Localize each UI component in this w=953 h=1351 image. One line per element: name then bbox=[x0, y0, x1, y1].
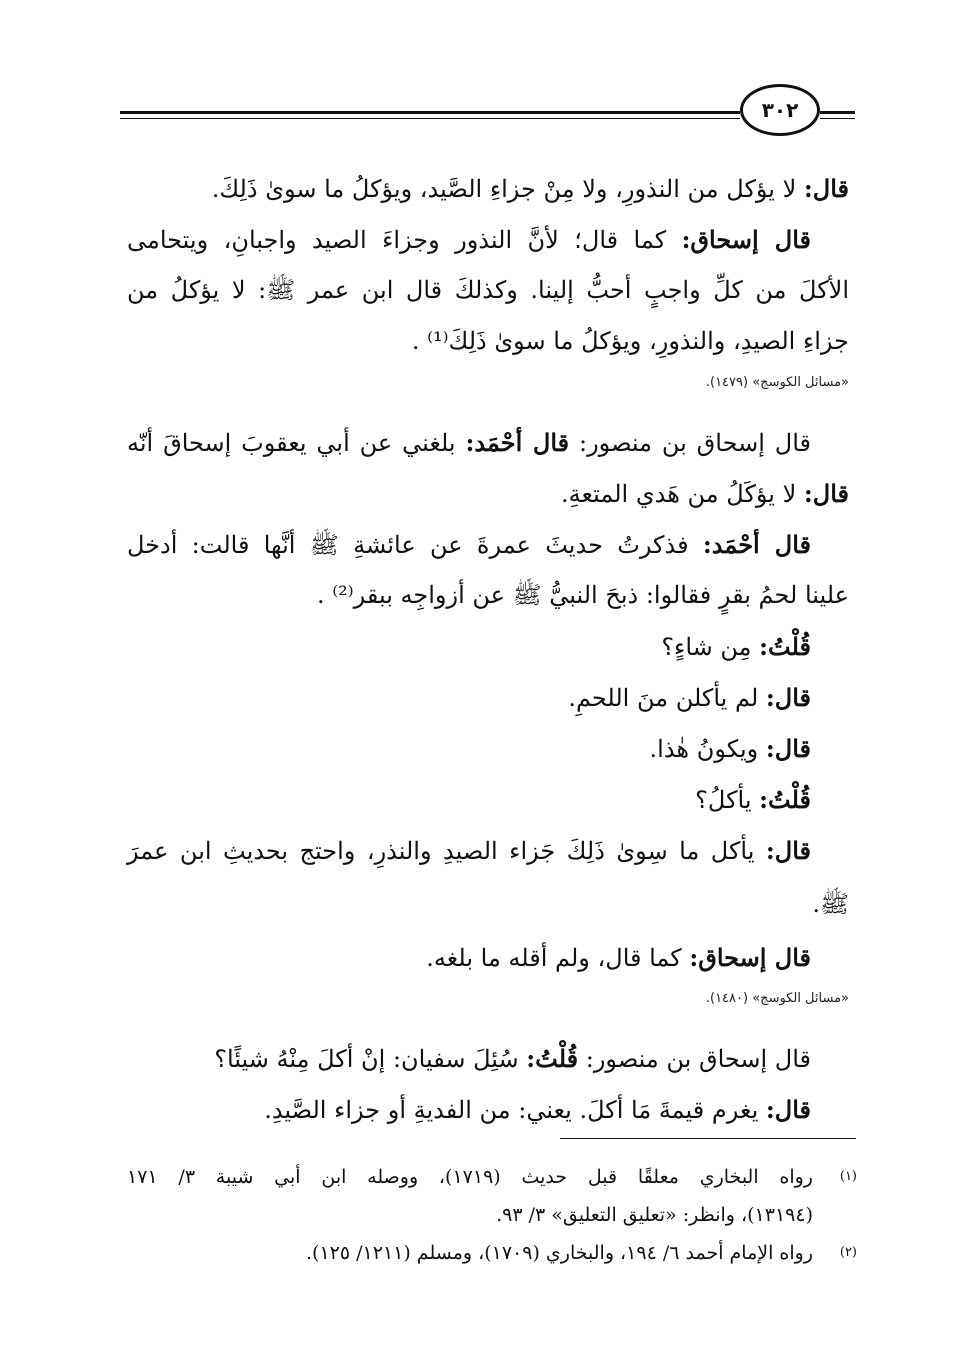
footnote-text: (١٣١٩٤)، وانظر: «تعليق التعليق» ٣/ ٩٣. bbox=[496, 1204, 813, 1226]
paragraph-text: فذكرتُ حديثَ عمرةَ عن عائشةِ ﷺ أنَّها قالت: أدخل bbox=[127, 531, 689, 559]
honorific-line: ﷺ. bbox=[812, 890, 849, 918]
speaker-label: قال إسحاق: bbox=[689, 943, 811, 972]
paragraph-5 bbox=[127, 932, 849, 983]
paragraph-2-line-2: الأكلَ من كلِّ واجبٍ أحبُّ إلينا. وكذلكَ قال ابن عمر ﷺ: لا يؤكلُ من bbox=[127, 276, 849, 304]
speaker-label: قُلْتُ: bbox=[526, 1044, 579, 1073]
dialogue-line-2 bbox=[127, 672, 849, 723]
paragraph-4-line-2: علينا لحمُ بقرٍ فقالوا: ذبحَ النبيُّ ﷺ عن أزواجِه ببقر⁽²⁾ . bbox=[316, 581, 849, 609]
paragraph-text: كما قال، ولم أقله ما بلغه. bbox=[426, 944, 682, 972]
dialogue-line-5 bbox=[127, 825, 849, 876]
footnote-text: رواه الإمام أحمد ٦/ ١٩٤، والبخاري (١٧٠٩)، ومسلم (١٢١١/ ١٢٥). bbox=[306, 1242, 813, 1264]
footnote-number: (١) bbox=[839, 1169, 857, 1184]
speaker-label: قال: bbox=[765, 836, 811, 865]
paragraph-text: لا يؤكل من النذورِ، ولا مِنْ جزاءِ الصَّيد، ويؤكلُ ما سوىٰ ذَلِكَ. bbox=[211, 175, 797, 203]
intro-text: قال إسحاق بن منصور: bbox=[579, 429, 811, 457]
header-rule-thick-right bbox=[820, 111, 855, 114]
paragraph-1 bbox=[127, 163, 849, 214]
dialogue-text: ويكونُ هٰذا. bbox=[649, 735, 759, 763]
paragraph-text: يغرم قيمةَ مَا أكلَ. يعني: من الفديةِ أو جزاء الصَّيدِ. bbox=[264, 1096, 759, 1124]
speaker-label: قال: bbox=[765, 734, 811, 763]
dialogue-line-3 bbox=[127, 723, 849, 774]
footnotes bbox=[127, 1158, 857, 1272]
paragraph-6-line-2 bbox=[127, 1084, 849, 1135]
page-number: ٣٠٢ bbox=[740, 84, 820, 136]
dialogue-text: يأكل ما سِوىٰ ذَلِكَ جَزاء الصيدِ والنذرِ، واحتج بحديثِ ابن عمرَ bbox=[127, 837, 755, 865]
page-header bbox=[120, 78, 855, 138]
speaker-label: قال أحْمَد: bbox=[702, 530, 811, 559]
header-rule-thin bbox=[120, 118, 740, 119]
dialogue-text: يأكلُ؟ bbox=[695, 786, 752, 814]
header-rule-thick bbox=[120, 111, 740, 114]
speaker-label: قال: bbox=[803, 479, 849, 508]
paragraph-2-line-1 bbox=[127, 214, 849, 265]
source-citation: «مسائل الكوسج» (١٤٧٩). bbox=[705, 375, 849, 390]
paragraph-4-line-1 bbox=[127, 519, 849, 570]
dialogue-text: مِن شاءٍ؟ bbox=[661, 633, 752, 661]
main-text bbox=[127, 163, 849, 1135]
paragraph-6-line-1 bbox=[127, 1033, 849, 1084]
speaker-label: قال أحْمَد: bbox=[465, 428, 570, 457]
speaker-label: قال: bbox=[765, 683, 811, 712]
paragraph-text: لا يؤكَلُ من هَدي المتعةِ. bbox=[561, 480, 797, 508]
speaker-label: قُلْتُ: bbox=[759, 785, 811, 814]
footnote-separator bbox=[560, 1138, 856, 1139]
footnote-1 bbox=[127, 1158, 857, 1234]
speaker-label: قُلْتُ: bbox=[759, 632, 811, 661]
footnote-2 bbox=[127, 1234, 857, 1272]
speaker-label: قال إسحاق: bbox=[681, 225, 811, 254]
dialogue-text: لم يأكلن منَ اللحمِ. bbox=[568, 684, 759, 712]
footnote-number: (٢) bbox=[839, 1245, 857, 1260]
paragraph-2-line-3: جزاءِ الصيدِ، والنذورِ، ويؤكلُ ما سوىٰ ذَلِكَ⁽¹⁾ . bbox=[411, 327, 849, 355]
speaker-label: قال: bbox=[765, 1095, 811, 1124]
source-citation: «مسائل الكوسج» (١٤٨٠). bbox=[705, 991, 849, 1006]
dialogue-line-4 bbox=[127, 774, 849, 825]
paragraph-text: بلغني عن أبي يعقوبَ إسحاقَ أنّه bbox=[127, 429, 456, 457]
paragraph-3-line-1 bbox=[127, 417, 849, 468]
speaker-label: قال: bbox=[803, 174, 849, 203]
dialogue-line-1 bbox=[127, 621, 849, 672]
footnote-text: رواه البخاري معلقًا قبل حديث (١٧١٩)، ووصله ابن أبي شيبة ٣/ ١٧١ bbox=[127, 1166, 813, 1188]
header-rule-thin-right bbox=[820, 118, 855, 119]
paragraph-3-line-2 bbox=[127, 468, 849, 519]
intro-text: قال إسحاق بن منصور: bbox=[585, 1045, 811, 1073]
paragraph-text: كما قال؛ لأنَّ النذور وجزاءَ الصيد واجبانِ، ويتحامى bbox=[127, 226, 667, 254]
paragraph-text: سُئِلَ سفيان: إنْ أكلَ مِنْهُ شيئًا؟ bbox=[214, 1045, 519, 1073]
